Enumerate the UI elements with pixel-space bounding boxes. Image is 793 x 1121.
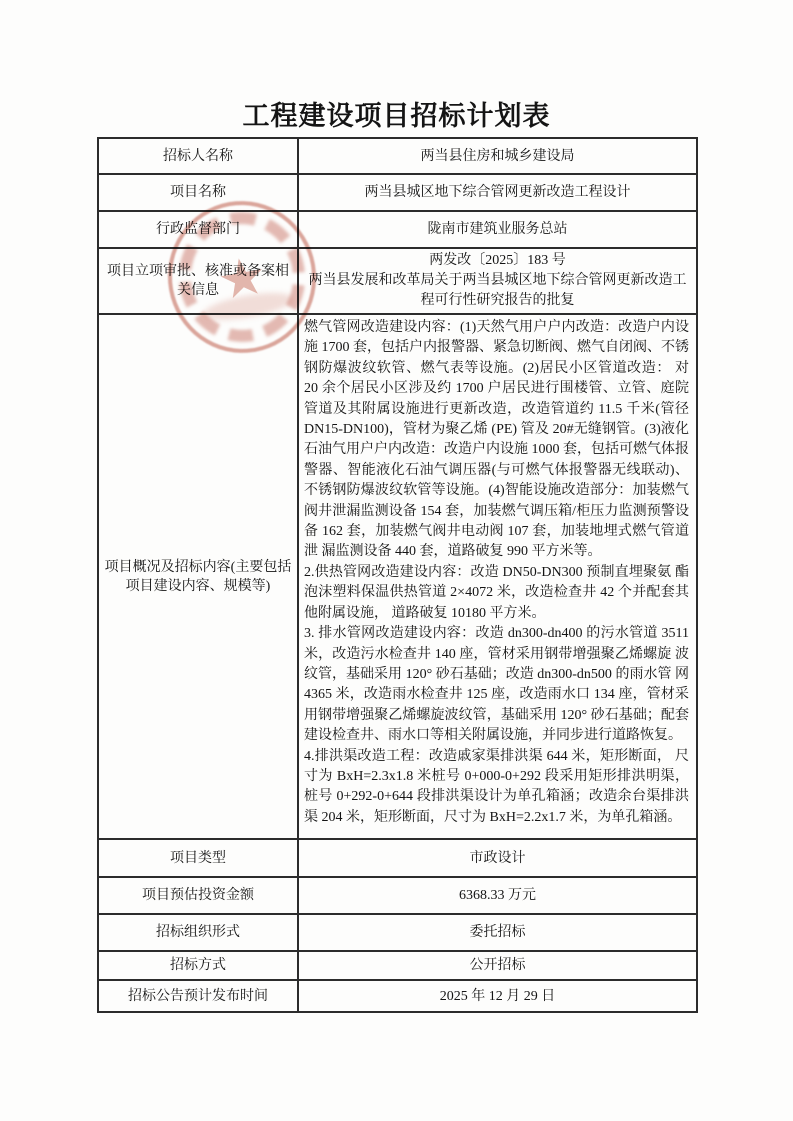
row-value-bidding-method: 公开招标 [298,951,697,980]
overview-paragraph-drainage: 3. 排水管网改造建设内容：改造 dn300-dn400 的污水管道 3511 米，改造污水检查井 140 座，管材采用钢带增强聚乙烯螺旋 波纹管，基础采用 120° 砂石基础；改造 dn300-dn500 的雨水管 网 4365 米，改造雨水检查井 125 座，改造雨水口 134 座，管材采用钢带增强聚乙烯螺旋波纹管，基础采用 120° 砂石基础；配套建设检查井、雨水口等相关附属设施，并同步进行道路恢复。 [304,626,689,744]
row-label-tenderer-name: 招标人名称 [98,138,298,174]
row-label-supervision-dept: 行政监督部门 [98,211,298,248]
row-label-bidding-method: 招标方式 [98,951,298,980]
table-row [98,174,697,211]
approval-doc-number: 两发改〔2025〕183 号 [429,253,566,268]
table-row [98,248,697,314]
row-label-announcement-date: 招标公告预计发布时间 [98,980,298,1012]
overview-paragraph-flood-channel: 4.排洪渠改造工程：改造戚家渠排洪渠 644 米，矩形断面， 尺寸为 BxH=2.3x1.8 米桩号 0+000-0+292 段采用矩形排洪明渠， 桩号 0+292-0+644 段排洪渠设计为单孔箱涵；改造余台渠排洪渠 204 米，矩形断面，尺寸为 BxH=2.2x1.7 米，为单孔箱涵。 [304,748,689,825]
table-row [98,951,697,980]
table-row [98,314,697,839]
overview-paragraph-heating: 2.供热管网改造建设内容：改造 DN50-DN300 预制直埋聚氨 酯泡沫塑料保温供热管道 2×4072 米，改造检查井 42 个并配套其他附属设施， 道路破复 10180 平方米。 [304,564,689,621]
table-row [98,211,697,248]
row-label-project-name: 项目名称 [98,174,298,211]
row-label-project-type: 项目类型 [98,839,298,877]
approval-doc-title: 两当县发展和改革局关于两当县城区地下综合管网更新改造工程可行性研究报告的批复 [308,273,687,308]
table-row [98,839,697,877]
table-row [98,914,697,951]
document-title: 工程建设项目招标计划表 [242,101,551,131]
overview-paragraph-gas: 燃气管网改造建设内容：(1)天然气用户户内改造：改造户内设施 1700 套，包括户内报警器、紧急切断阀、燃气自闭阀、不锈钢防爆波纹软管、燃气表等设施。(2)居民小区管道改造： 对 20 余个居民小区涉及约 1700 户居民进行围楼管、立管、庭院管道及其附属设施进行更新改造，改造管道约 11.5 千米(管径 DN15-DN100)，管材为聚乙烯 (PE) 管及 20#无缝钢管。(3)液化石油气用户户内改造：改造户内设施 1000 套，包括可燃气体报 警器、智能液化石油气调压器(与可燃气体报警器无线联动)、不锈钢防爆波纹软管等设施。(4)智能设施改造部分：加装燃气 阀井泄漏监测设备 154 套，加装燃气调压箱/柜压力监测预警设 备 162 套，加装燃气阀井电动阀 107 套，加装地埋式燃气管道泄 漏监测设备 440 套，道路破复 990 平方米等。 [304,320,689,560]
row-label-bidding-organization-form: 招标组织形式 [98,914,298,951]
row-value-project-name: 两当县城区地下综合管网更新改造工程设计 [298,174,697,211]
row-value-announcement-date: 2025 年 12 月 29 日 [298,980,697,1012]
table-row [98,138,697,174]
row-value-supervision-dept: 陇南市建筑业服务总站 [298,211,697,248]
row-value-project-type: 市政设计 [298,839,697,877]
row-value-tenderer-name: 两当县住房和城乡建设局 [298,138,697,174]
row-value-project-overview [298,314,697,839]
row-label-approval-info: 项目立项审批、核准或备案相关信息 [98,248,298,314]
table-row [98,980,697,1012]
row-value-approval-info [298,248,697,314]
row-value-bidding-organization-form: 委托招标 [298,914,697,951]
bidding-plan-table [97,137,698,1013]
row-label-estimated-investment: 项目预估投资金额 [98,877,298,914]
row-label-project-overview: 项目概况及招标内容(主要包括项目建设内容、规模等) [98,314,298,839]
table-row [98,877,697,914]
row-value-estimated-investment: 6368.33 万元 [298,877,697,914]
